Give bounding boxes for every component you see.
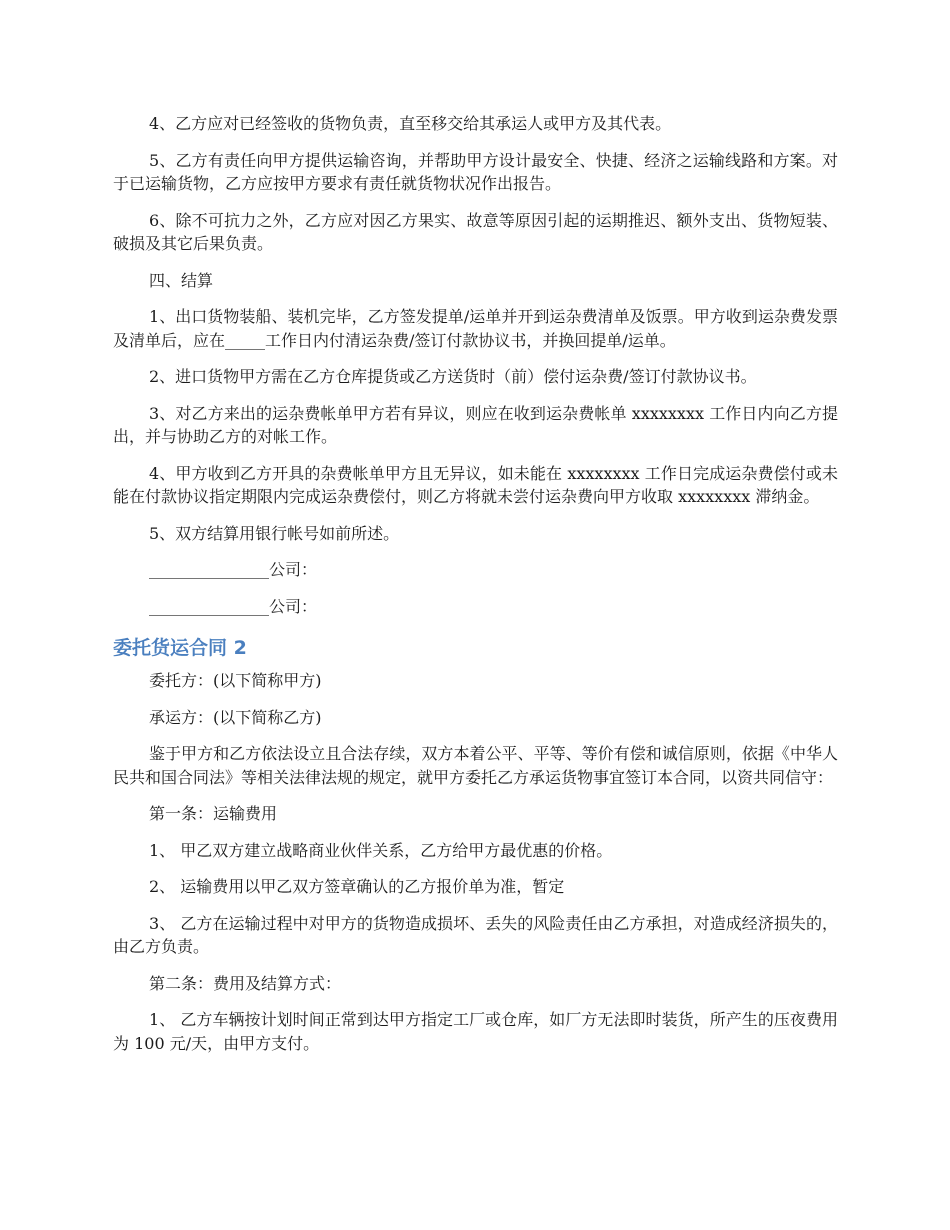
settlement-clause-1: 1、出口货物装船、装机完毕，乙方签发提单/运单并开到运杂费清单及饭票。甲方收到运杂费发票及清单后，应在_____工作日内付清运杂费/签订付款协议书，并换回提单/运单。 bbox=[113, 307, 838, 350]
preamble: 鉴于甲方和乙方依法设立且合法存续，双方本着公平、平等、等价有偿和诚信原则，依据《中华人民共和国合同法》等相关法律法规的规定，就甲方委托乙方承运货物事宜签订本合同，以资共同信守： bbox=[113, 744, 838, 787]
settlement-clause-5: 5、双方结算用银行帐号如前所述。 bbox=[149, 523, 400, 543]
contract-title: 委托货运合同 2 bbox=[113, 637, 247, 659]
client-party: 委托方：(以下简称甲方) bbox=[149, 671, 322, 690]
settlement-clause-4: 4、甲方收到乙方开具的杂费帐单甲方且无异议，如未能在 xxxxxxxx 工作日完成运杂费偿付或未能在付款协议指定期限内完成运杂费偿付，则乙方将就未尝付运杂费向甲方收取 xxxxxxxx 滞纳金。 bbox=[113, 463, 838, 506]
settlement-heading: 四、结算 bbox=[149, 270, 214, 290]
signature-line-company-b: _______________公司： bbox=[149, 596, 318, 616]
carrier-party: 承运方：(以下简称乙方) bbox=[149, 707, 322, 727]
article-2-clause-1: 1、 乙方车辆按计划时间正常到达甲方指定工厂或仓库，如厂方无法即时装货，所产生的压夜费用为 100 元/天，由甲方支付。 bbox=[113, 1010, 838, 1053]
clause-4: 4、乙方应对已经签收的货物负责，直至移交给其承运人或甲方及其代表。 bbox=[149, 114, 672, 133]
article-1-clause-2: 2、 运输费用以甲乙双方签章确认的乙方报价单为准，暂定 bbox=[149, 877, 565, 896]
clause-5: 5、乙方有责任向甲方提供运输咨询，并帮助甲方设计最安全、快捷、经济之运输线路和方案。对于已运输货物，乙方应按甲方要求有责任就货物状况作出报告。 bbox=[113, 150, 838, 193]
document-page bbox=[113, 112, 838, 1055]
article-1-heading: 第一条：运输费用 bbox=[149, 804, 278, 823]
signature-line-company-a: _______________公司： bbox=[149, 560, 318, 579]
clause-6: 6、除不可抗力之外，乙方应对因乙方果实、故意等原因引起的运期推迟、额外支出、货物短装、破损及其它后果负责。 bbox=[113, 210, 838, 253]
article-1-clause-1: 1、 甲乙双方建立战略商业伙伴关系，乙方给甲方最优惠的价格。 bbox=[149, 840, 613, 860]
article-2-heading: 第二条：费用及结算方式： bbox=[149, 973, 342, 993]
settlement-clause-3: 3、对乙方来出的运杂费帐单甲方若有异议，则应在收到运杂费帐单 xxxxxxxx 工作日内向乙方提出，并与协助乙方的对帐工作。 bbox=[113, 403, 838, 446]
settlement-clause-2: 2、进口货物甲方需在乙方仓库提货或乙方送货时（前）偿付运杂费/签订付款协议书。 bbox=[149, 367, 757, 386]
article-1-clause-3: 3、 乙方在运输过程中对甲方的货物造成损坏、丢失的风险责任由乙方承担，对造成经济损失的，由乙方负责。 bbox=[113, 913, 838, 956]
